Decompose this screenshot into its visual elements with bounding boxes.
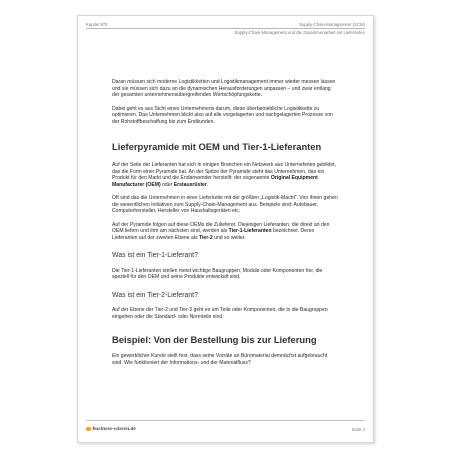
logo-dot-icon <box>86 427 91 432</box>
question-heading-tier1: Was ist ein Tier-1-Lieferant? <box>112 252 198 259</box>
page-footer <box>86 420 365 434</box>
header-subtitle: Supply-Chain-Management und die Zusammenarbeit mit Lieferanten <box>234 29 365 35</box>
tier2-answer: Auf der Ebene der Tier-2 und Tier-3 geht es um Teile oder Komponenten, die in die Baugruppen eingehen oder die Standard- oder Normteile sind. <box>112 307 328 320</box>
page-header <box>86 22 365 35</box>
pyramid-paragraph-1: Auf der Seite der Lieferanten hat sich in einigen Branchen ein Netzwerk aus Unternehmen gebildet, das die Form einer Pyramide hat. An der Spitze der Pyramide steht das Unternehmen, das ein Produkt für den Markt und die Endanwender herstellt: der sogenannte Original Equipment Manufacturer (OEM) oder Erstausrüster. <box>112 162 336 188</box>
document-page <box>77 15 374 443</box>
tier1-answer: Die Tier-1-Lieferanten stellen meist wichtige Baugruppen, Module oder Komponenten her, die speziell für den OEM und seine Produkte entwickelt sind. <box>112 267 323 280</box>
header-title: Supply-Chain-Management (SCM) <box>299 22 365 27</box>
question-heading-tier2: Was ist ein Tier-2-Lieferant? <box>112 291 198 299</box>
chapter-label: Kapitel 870 <box>86 22 108 27</box>
logo-text: business-wissen.de <box>92 426 136 432</box>
brand-logo <box>86 426 136 432</box>
page-number: Seite 4 <box>351 426 365 432</box>
page-body <box>112 79 339 366</box>
section-heading-pyramid: Lieferpyramide mit OEM und Tier-1-Lieferanten <box>112 141 322 152</box>
pyramid-paragraph-3: Auf der Pyramide folgen auf diese OEMs die Zulieferer. Diejenigen Lieferanten, die direkt an den OEM liefern und ihm am nächsten sind, werden als Tier-1-Lieferanten bezeichnet. Deren Lieferanten auf der zweiten Ebene als Tier-2 und so weiter. <box>112 221 330 241</box>
example-paragraph: Ein gewerblicher Kunde stellt fest, dass seine Vorräte an Büromaterial demnächst aufgebraucht sind. Wie funktioniert der Informations- und der Materialfluss? <box>112 353 328 366</box>
intro-paragraph-2: Dabei geht es aus Sicht eines Unternehmens darum, diese überbetriebliche Logistikkette zu optimieren. Das Unternehmen blickt also auf alle vorgelagerten und nachgelagerten Prozesse von der Rohstoffbeschaffung bis zum Endkunden. <box>112 105 333 125</box>
intro-paragraph-1: Daran müssen sich moderne Logistikketten und Logistikmanagement immer wieder messen lassen und sie müssen sich dazu an die dynamischen Herausforderungen anpassen – und zwar entlang der gesamten unternehmensübergreifenden Wertschöpfungskette. <box>112 79 336 98</box>
pyramid-paragraph-2: Oft sind das die Unternehmen in einer Lieferkette mit der größten „Logistik-Macht“. Von ihnen gehen die wesentlichen Initiativen zum Supply-Chain-Management aus. Beispiele sind: Autobauer, Computerhersteller, Hersteller von Haushaltsgeräten etc. <box>112 195 338 214</box>
section-heading-example: Beispiel: Von der Bestellung bis zur Lieferung <box>112 334 317 345</box>
